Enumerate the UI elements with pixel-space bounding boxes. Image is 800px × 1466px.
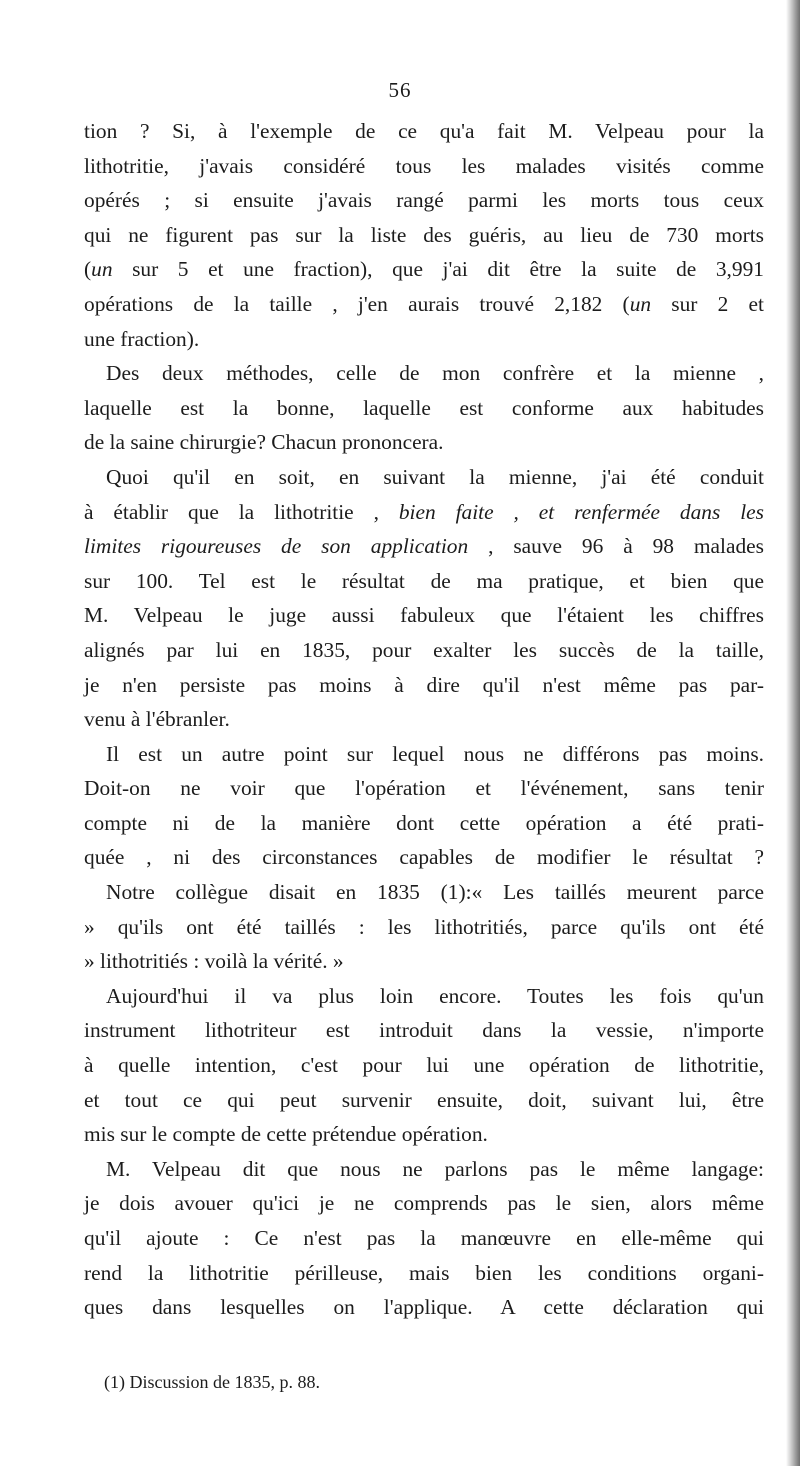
text-run: opérations de la taille , j'en aurais trouvé 2,182 ( <box>84 291 630 316</box>
page-number: 56 <box>388 78 412 102</box>
text-line: laquelle est la bonne, laquelle est conforme aux habitudes <box>84 395 764 420</box>
text-line: venu à l'ébranler. <box>84 707 230 732</box>
italic-run: bien faite , et renfermée dans les <box>398 499 764 524</box>
footnote: (1) Discussion de 1835, p. 88. <box>104 1372 320 1392</box>
text-line: Aujourd'hui il va plus loin encore. Toutes les fois qu'un <box>106 983 764 1008</box>
text-run: , sauve 96 à 98 malades <box>468 534 764 559</box>
text-line: rend la lithotritie périlleuse, mais bien les conditions organi- <box>84 1260 764 1285</box>
text-line: de la saine chirurgie? Chacun prononcera. <box>84 430 444 455</box>
text-run: sur 5 et une fraction), que j'ai dit être la suite de 3,991 <box>112 257 764 282</box>
text-line: qui ne figurent pas sur la liste des guéris, au lieu de 730 morts <box>84 222 764 247</box>
text-line: Il est un autre point sur lequel nous ne différons pas moins. <box>106 741 764 766</box>
text-line: Doit-on ne voir que l'opération et l'événement, sans tenir <box>84 776 764 801</box>
text-line: mis sur le compte de cette prétendue opération. <box>84 1122 488 1147</box>
text-line: » lithotritiés : voilà la vérité. » <box>84 949 344 974</box>
text-line: M. Velpeau le juge aussi fabuleux que l'étaient les chiffres <box>84 603 764 628</box>
text-line: qu'il ajoute : Ce n'est pas la manœuvre en elle-même qui <box>84 1226 764 1250</box>
text-line: lithotritie, j'avais considéré tous les malades visités comme <box>84 153 764 178</box>
body-text <box>84 114 764 1325</box>
text-line: Des deux méthodes, celle de mon confrère et la mienne , <box>106 361 764 386</box>
text-line: » qu'ils ont été taillés : les lithotritiés, parce qu'ils ont été <box>84 914 764 939</box>
text-line: à quelle intention, c'est pour lui une opération de lithotritie, <box>84 1053 764 1078</box>
text-line: instrument lithotriteur est introduit dans la vessie, n'importe <box>84 1018 764 1043</box>
text-line: et tout ce qui peut survenir ensuite, doit, suivant lui, être <box>84 1087 764 1112</box>
text-line: M. Velpeau dit que nous ne parlons pas le même langage: <box>106 1156 764 1181</box>
text-line: une fraction). <box>84 326 200 351</box>
italic-run: un <box>91 257 113 282</box>
text-line: compte ni de la manière dont cette opération a été prati- <box>84 810 764 835</box>
text-line <box>84 529 764 564</box>
text-line: sur 100. Tel est le résultat de ma pratique, et bien que <box>84 568 764 593</box>
text-line: tion ? Si, à l'exemple de ce qu'a fait M. Velpeau pour la <box>84 119 764 143</box>
text-run: à établir que la lithotritie , <box>84 499 399 524</box>
text-line: alignés par lui en 1835, pour exalter les succès de la taille, <box>84 637 764 662</box>
page-edge-shadow <box>786 0 800 1466</box>
italic-run: limites rigoureuses de son application <box>84 534 469 559</box>
text-line: je dois avouer qu'ici je ne comprends pas le sien, alors même <box>84 1191 764 1216</box>
text-run: ( <box>84 257 92 282</box>
text-line: opérés ; si ensuite j'avais rangé parmi les morts tous ceux <box>84 188 764 213</box>
text-line <box>84 495 764 530</box>
text-line <box>84 287 764 322</box>
text-line: ques dans lesquelles on l'applique. A cette déclaration qui <box>84 1295 764 1320</box>
italic-run: un <box>629 291 652 316</box>
text-line: quée , ni des circonstances capables de modifier le résultat ? <box>84 845 764 870</box>
text-line: Quoi qu'il en soit, en suivant la mienne, j'ai été conduit <box>106 464 764 489</box>
text-line <box>84 252 764 287</box>
text-run: sur 2 et <box>651 291 764 316</box>
text-line: Notre collègue disait en 1835 (1):« Les taillés meurent parce <box>106 880 764 905</box>
text-line: je n'en persiste pas moins à dire qu'il n'est même pas par- <box>84 672 764 697</box>
